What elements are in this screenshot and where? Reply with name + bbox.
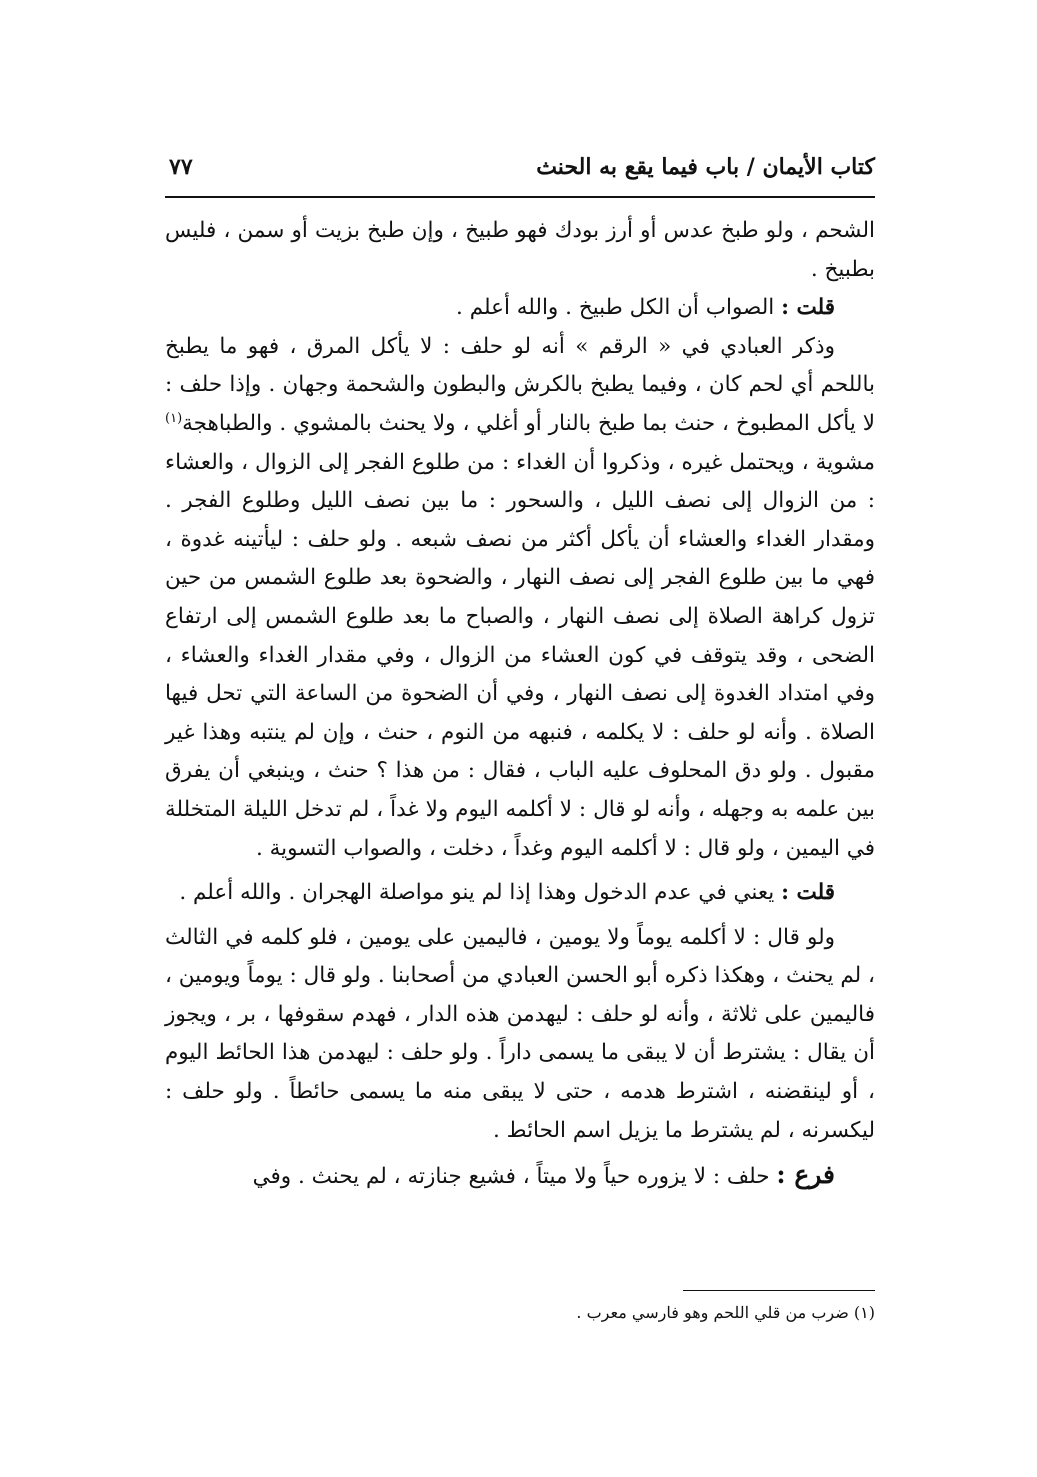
paragraph-lead: قلت : — [781, 880, 835, 906]
footnote-text: ضرب من قلي اللحم وهو فارسي معرب . — [576, 1303, 849, 1322]
paragraph-4 — [165, 874, 875, 913]
paragraph-2 — [165, 289, 875, 328]
paragraph-text: الصواب أن الكل طبيخ . والله أعلم . — [456, 295, 775, 321]
paragraph-text: ولو قال : لا أكلمه يوماً ولا يومين ، فاليمين على يومين ، فلو كلمه في الثالث ، لم يحنث ، وهكذا ذكره أبو الحسن العبادي من أصحابنا . ولو قال : يوماً ويومين ، فاليمين على ثلاثة ، وأنه لو حلف : ليهدمن هذه الدار ، فهدم سقوفها ، بر ، ويجوز أن يقال : يشترط أن لا يبقى ما يسمى داراً . ولو حلف : ليهدمن هذا الحائط اليوم ، أو لينقضنه ، اشترط هدمه ، حتى لا يبقى منه ما يسمى حائطاً . ولو حلف : ليكسرنه ، لم يشترط ما يزيل اسم الحائط . — [165, 924, 875, 1143]
paragraph-text-continued: مشوية ، ويحتمل غيره ، وذكروا أن الغداء : من طلوع الفجر إلى الزوال ، والعشاء : من الزوال إلى نصف الليل ، والسحور : ما بين نصف الليل وطلوع الفجر . ومقدار الغداء والعشاء أن يأكل أكثر من نصف شبعه . ولو حلف : ليأتينه غدوة ، فهي ما بين طلوع الفجر إلى نصف النهار ، والضحوة بعد طلوع الشمس من حين تزول كراهة الصلاة إلى نصف النهار ، والصباح ما بعد طلوع الشمس إلى ارتفاع الضحى ، وقد يتوقف في كون العشاء من الزوال ، وفي مقدار الغداء والعشاء ، وفي امتداد الغدوة إلى نصف النهار ، وفي أن الضحوة من الساعة التي تحل فيها الصلاة . وأنه لو حلف : لا يكلمه ، فنبهه من النوم ، حنث ، وإن لم ينتبه وهذا غير مقبول . ولو دق المحلوف عليه الباب ، فقال : من هذا ؟ حنث ، وينبغي أن يفرق بين علمه به وجهله ، وأنه لو قال : لا أكلمه اليوم ولا غداً ، لم تدخل الليلة المتخللة في اليمين ، ولو قال : لا أكلمه اليوم وغداً ، دخلت ، والصواب التسوية . — [165, 449, 875, 861]
footnote — [400, 1300, 875, 1326]
footnote-reference: (١) — [165, 410, 183, 426]
paragraph-1 — [165, 212, 875, 289]
paragraph-6 — [165, 1156, 875, 1197]
paragraph-text: الشحم ، ولو طبخ عدس أو أرز بودك فهو طبيخ ، وإن طبخ بزيت أو سمن ، فليس بطبيخ . — [165, 218, 875, 282]
running-header — [165, 148, 875, 192]
paragraph-text: يعني في عدم الدخول وهذا إذا لم ينو مواصلة الهجران . والله أعلم . — [179, 880, 775, 906]
main-text — [165, 212, 875, 1197]
paragraph-3 — [165, 328, 875, 868]
paragraph-lead: فرع : — [776, 1160, 835, 1190]
paragraph-lead: قلت : — [781, 295, 835, 321]
paragraph-text: حلف : لا يزوره حياً ولا ميتاً ، فشيع جنازته ، لم يحنث . وفي — [252, 1164, 770, 1190]
footnote-divider — [683, 1290, 875, 1291]
header-divider — [165, 196, 875, 198]
paragraph-5 — [165, 919, 875, 1151]
paragraph-text: وذكر العبادي في « الرقم » أنه لو حلف : لا يأكل المرق ، فهو ما يطبخ باللحم أي لحم كان ، وفيما يطبخ بالكرش والبطون والشحمة وجهان . وإذا حلف : لا يأكل المطبوخ ، حنث بما طبخ بالنار أو أغلي ، ولا يحنث بالمشوي . والطباهجة — [165, 333, 875, 436]
header-title: كتاب الأيمان / باب فيما يقع به الحنث — [536, 154, 875, 180]
page-number: ٧٧ — [169, 154, 193, 180]
footnote-marker: (١) — [853, 1303, 875, 1322]
